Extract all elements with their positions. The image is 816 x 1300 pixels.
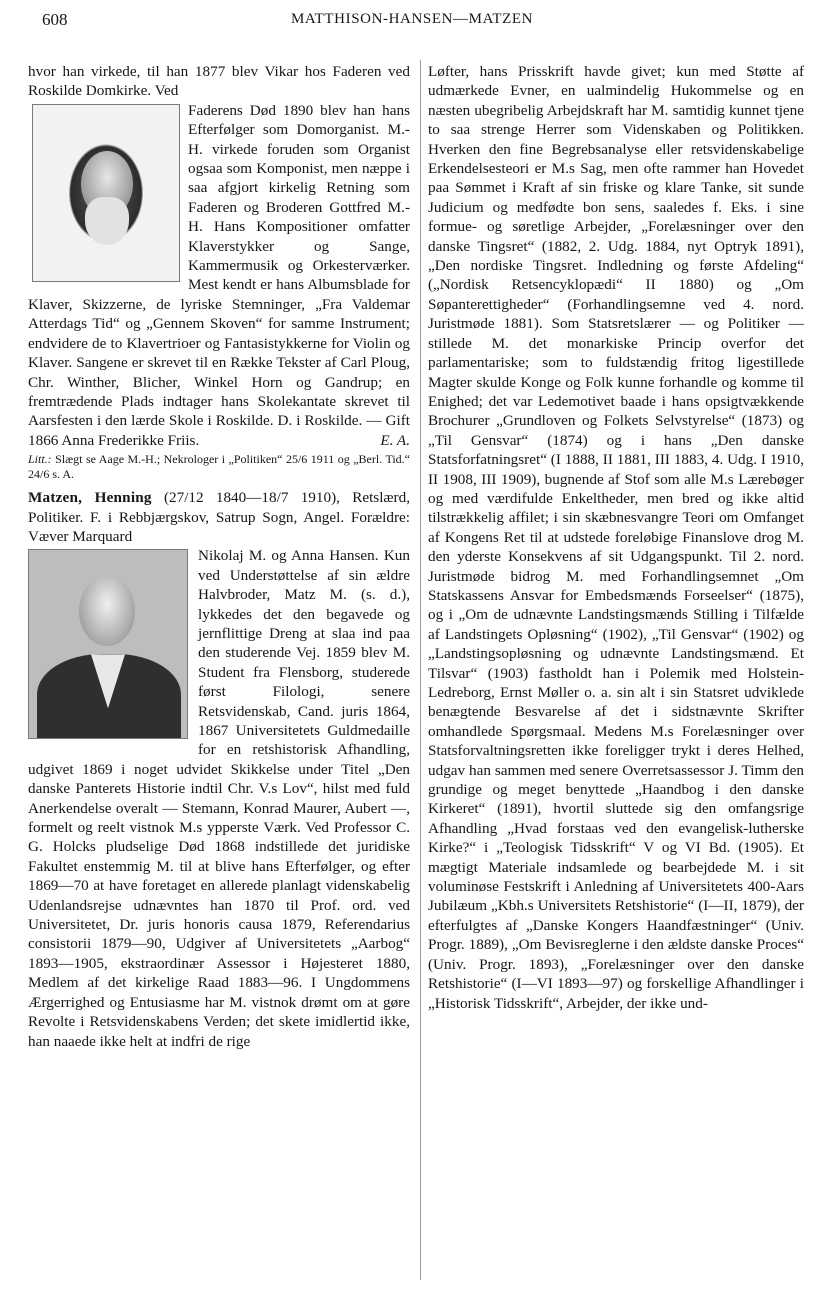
page-header xyxy=(42,10,782,36)
left-column xyxy=(28,62,410,1051)
entry-heading: Matzen, Henning xyxy=(28,489,152,507)
right-column xyxy=(428,62,804,1013)
portrait-matzen xyxy=(28,549,188,739)
entry-continuation: Løfter, hans Prisskrift havde givet; kun med Støtte af udmærkede Evner, en ualmindelig Hukommelse og en næsten ubegribelig Arbejdskraft har M. samtidig kunnet tjene to saa strenge Herrer som Videnskaben og Politikken. Hverken den fine Begrebsanalyse eller retsvidenskabelige Erkendelsesteori er M.s Sag, men ofte rammer han Hovedet paa Sømmet i Kraft af sin friske og klare Tanke, sit sunde Judicium og medfødte bon sens, saaledes f. Eks. i sine formue- og søretlige Arbejder, „Forelæsninger over den danske Tingsret“ (1882, 2. Udg. 1884, nyt Optryk 1891), „Den nordiske Tingsret. Indledning og første Afdeling“ („Nordisk Retsencyklopædi“ II 1880) og „Om Søpanterettigheder“ (Forhandlingsemne ved 4. nord. Juristmøde 1881). Som Statsretslærer — og Politiker — stillede M. det monarkiske Princip overfor det parlamentariske; som to fuldstændig fritog ligestillede Magter skulde Konge og Folk kunne forhandle og komme til Enighed; det var Ledemotivet baade i hans opsigtvækkende Brochurer „Grundloven og Folkets Selvstyrelse“ (1873) og „Til Gensvar“ (1874) og i hans „Den danske Statsforfatningsret“ (I 1888, II 1881, III 1883, 4. Udg. I 1910, II 1908, III 1909), bugnende af Stof som alle M.s Lærebøger og med værdifulde Enkeltheder, men bred og ikke altid tilstrækkelig affilet; i sin skæbnesvangre Teori om Omfanget af Kongens Ret til at udstede foreløbige Finanslove drog M. den yderste Konsekvens af sit Udgangspunkt. Til 2. nord. Juristmøde bidrog M. med Forhandlingsemnet „Om Statskassens Ansvar for Embedsmænds Forseelser“ (1875), og i „Om de udnævnte Landstingsmænds Stilling i Tilfælde af Landstingets Opløsning“ (1902), „Til Gensvar“ (1902) og „Landstingsopløsning og udnævnte Landstingsmænd. Et Tilsvar“ (1903) fastholdt han i Polemik med Holstein-Ledreborg, Ernst Møller o. a. sin alt i sin Statsret udviklede benægtende Besvarelse af det i sidstnævnte Skrifter omhandlede Spørgsmaal. Medens M.s Forelæsninger over Statsforvaltningsretten ikke foreligger trykt i deres Helhed, udgav han sammen med senere Overretsassessor J. Timm den grundige og meget benyttede „Haandbog i den danske Kirkeret“ (1891), hvortil sluttede sig den omfangsrige Afhandling „Hvad forstaas ved den evangelisk-lutherske Kirke?“ i „Teologisk Tidsskrift“ V og VI Bd. (1905). Et mægtigt Materiale indsamlede og bearbejdede M. i sit voluminøse Festskrift i Anledning af Universitetets 400-Aars Jubilæum „Kbh.s Universitets Retshistorie“ (I—II, 1879), der efterfulgtes af „Danske Kongers Haandfæstninger“ (Univ. Progr. 1889), „Om Bevisreglerne i den ældste danske Proces“ (Univ. Progr. 1893), „Forelæsninger over den danske Retshistorie“ (I—VI 1893—97) og forskellige Afhandlinger i „Historisk Tidsskrift“, Arbejder, der ikke und- xyxy=(428,63,804,1012)
literature-text: Slægt se Aage M.-H.; Nekrologer i „Politiken“ 25/6 1911 og „Berl. Tid.“ 24/6 s. A. xyxy=(28,452,411,482)
literature-note xyxy=(28,452,410,482)
biography-text: Faderens Død 1890 blev han hans Efterfølger som Domorganist. M.-H. virkede foruden som Organist ogsaa som Komponist, men næppe i saa afgjort kirkelig Retning som Faderen og Broderen Gottfred M.-H. Hans Kompositioner omfatter Klaverstykker og Sange, Kammermusik og Orkesterværker. Mest kendt er hans Albumsblade for Klaver, Skizzerne, de lyriske Stemninger, „Fra Valdemar Atterdags Tid“ og „Gennem Skoven“ for samme Instrument; endvidere de to Klavertrioer og Fantasistykkerne for Violin og Klaver. Sangene er skrevet til en Række Tekster af Carl Ploug, Chr. Winther, Blicher, Winkel Horn og Gandrup; en fremtrædende Plads indtager hans Skolekantate skrevet til Aarsfesten i den lærde Skole i Roskilde. D. i Roskilde. — Gift 1866 Anna Frederikke Friis. xyxy=(28,101,410,449)
entry-body: Nikolaj M. og Anna Hansen. Kun ved Understøttelse af sin ældre Halvbroder, Matz M. (s. d.), lykkedes det den begavede og jernflittige Dreng at slaa ind paa den studerende Vej. 1859 blev M. Student fra Flensborg, studerede først Filologi, senere Retsvidenskab, Cand. juris 1864, 1867 Universitetets Guldmedaille for en retshistorisk Afhandling, udgivet 1869 i noget udvidet Skikkelse under Titel „Den danske Panterets Historie indtil Chr. V.s Lov“, hilst med fuld Anerkendelse overalt — Stemann, Konrad Maurer, Aubert —, formelt og reelt vistnok M.s ypperste Værk. Ved Professor C. G. Holcks pludselige Død 1868 indstillede det juridiske Fakultet enstemmig M. til at blive hans Efterfølger, og efter 1869—70 at have foretaget en allerede planlagt videnskabelig Udenlandsrejse udnævntes han 1870 til Prof. ord. ved Universitetet, Dr. juris honoris causa 1879, Referendarius consistorii 1879—90, Udgiver af Universitetets „Aarbog“ 1893—1905, ekstraordinær Assessor i Højesteret 1880, Medlem af det kirkelige Raad 1883—96. I Ungdommens Ærgerrighed og Entusiasme har M. vistnok drømt om at gøre Revolte i Retsvidenskabens Verden; det skete imidlertid ikke, han naaede ikke helt at indfri de rige xyxy=(28,547,410,1050)
entry-lead-text: (27/12 1840—18/7 1910), Retslærd, Politiker. F. i Rebbjærgskov, Satrup Sogn, Angel. Forældre: Væver Marquard xyxy=(28,489,410,545)
page-number: 608 xyxy=(42,10,68,29)
portrait-beard-shape xyxy=(85,197,129,245)
literature-label: Litt.: xyxy=(28,452,52,467)
portrait-matthison-hansen xyxy=(32,104,180,282)
entry-lead xyxy=(28,488,410,546)
author-signature: E. A. xyxy=(380,431,410,449)
running-title: MATTHISON-HANSEN—MATZEN xyxy=(290,11,534,27)
paragraph-first-line: hvor han virkede, til han 1877 blev Vikar hos Faderen ved Roskilde Domkirke. Ved xyxy=(28,63,410,100)
portrait-head-shape xyxy=(79,576,135,646)
column-divider xyxy=(420,60,421,1280)
